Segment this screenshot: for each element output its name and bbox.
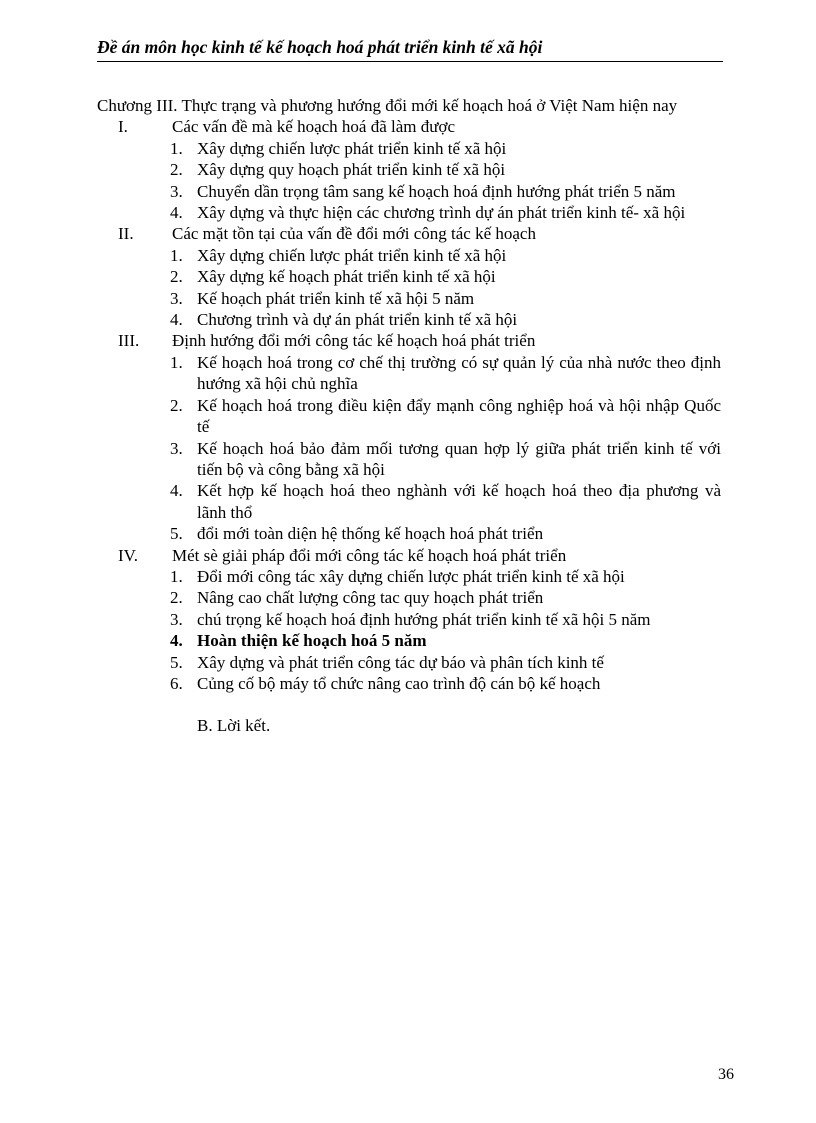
- section-title: Các vấn đề mà kế hoạch hoá đã làm được: [172, 117, 456, 137]
- list-item: [170, 587, 721, 608]
- list-item-text: Xây dựng quy hoạch phát triển kinh tế xã hội: [197, 160, 506, 180]
- list-item-text: Nâng cao chất lượng công tac quy hoạch phát triển: [197, 588, 544, 608]
- list-item-text: Xây dựng kế hoạch phát triển kinh tế xã hội: [197, 267, 496, 287]
- list-item-text: Xây dựng chiến lược phát triển kinh tế xã hội: [197, 245, 507, 265]
- list-item-number: 3.: [170, 288, 183, 308]
- list-item-number: 1.: [170, 138, 183, 158]
- list-item: [170, 309, 721, 330]
- list-item: [170, 395, 721, 438]
- list-item-number: 1.: [170, 566, 183, 586]
- section-title: Các mặt tồn tại của vấn đề đổi mới công tác kế hoạch: [172, 224, 536, 244]
- list-item: [170, 652, 721, 673]
- list-item: [170, 609, 721, 630]
- list-item-text: Hoàn thiện kế hoạch hoá 5 năm: [197, 631, 427, 651]
- outline: [97, 116, 721, 694]
- list-item-text: Kết hợp kế hoạch hoá theo nghành với kế hoạch hoá theo địa phương và lãnh thổ: [197, 481, 721, 522]
- list-item-number: 2.: [170, 267, 183, 287]
- section-heading: [97, 330, 721, 351]
- list-item-number: 4.: [170, 481, 183, 501]
- list-item: [170, 523, 721, 544]
- list-item: [170, 159, 721, 180]
- list-item-number: 2.: [170, 588, 183, 608]
- list-item-text: Củng cố bộ máy tổ chức nâng cao trình độ cán bộ kế hoạch: [197, 673, 601, 693]
- conclusion-heading: B. Lời kết.: [197, 716, 271, 736]
- list-item-text: Chương trình và dự án phát triển kinh tế xã hội: [197, 310, 518, 330]
- section-heading: [97, 223, 721, 244]
- list-item: [170, 566, 721, 587]
- list-item-text: Xây dựng và phát triển công tác dự báo và phân tích kinh tế: [197, 652, 604, 672]
- section-number: II.: [118, 224, 134, 244]
- list-item-number: 4.: [170, 203, 183, 223]
- list-item-number: 1.: [170, 245, 183, 265]
- list-item: [170, 438, 721, 481]
- list-item-text: Kế hoạch hoá bảo đảm mối tương quan hợp lý giữa phát triển kinh tế với tiến bộ và công bằng xã hội: [197, 438, 721, 479]
- list-item-number: 2.: [170, 160, 183, 180]
- list-item: [170, 480, 721, 523]
- section-title: Định hướng đổi mới công tác kế hoạch hoá phát triển: [172, 331, 536, 351]
- section-heading: [97, 545, 721, 566]
- list-item-number: 4.: [170, 310, 183, 330]
- list-item-text: Đổi mới công tác xây dựng chiến lược phát triển kinh tế xã hội: [197, 566, 625, 586]
- list-item-number: 1.: [170, 352, 183, 372]
- section-number: III.: [118, 331, 140, 351]
- list-item: [170, 630, 721, 651]
- section-heading: [97, 116, 721, 137]
- list-item-number: 5.: [170, 524, 183, 544]
- section-number: IV.: [118, 545, 138, 565]
- list-item: [170, 266, 721, 287]
- list-item-text: chú trọng kế hoạch hoá định hướng phát triển kinh tế xã hội 5 năm: [197, 609, 651, 629]
- list-item-text: Xây dựng chiến lược phát triển kinh tế xã hội: [197, 138, 507, 158]
- list-item-text: Chuyển dần trọng tâm sang kế hoạch hoá định hướng phát triển 5 năm: [197, 181, 676, 201]
- list-item-number: 3.: [170, 438, 183, 458]
- page-number: 36: [718, 1066, 734, 1083]
- document-body: [97, 95, 721, 737]
- list-item-number: 2.: [170, 395, 183, 415]
- list-item-number: 3.: [170, 181, 183, 201]
- page-header: Đề án môn học kinh tế kế hoạch hoá phát triển kinh tế xã hội: [97, 36, 723, 62]
- list-item-text: Kế hoạch hoá trong điều kiện đẩy mạnh công nghiệp hoá và hội nhập Quốc tế: [197, 395, 721, 437]
- list-item: [170, 181, 721, 202]
- list-item-text: đổi mới toàn diện hệ thống kế hoạch hoá phát triển: [197, 524, 544, 544]
- list-item-number: 3.: [170, 609, 183, 629]
- list-item: [170, 138, 721, 159]
- list-item: [170, 352, 721, 395]
- list-item-text: Kế hoạch hoá trong cơ chế thị trường có sự quản lý của nhà nước theo định hướng xã hội chủ nghĩa: [197, 352, 721, 394]
- list-item: [170, 202, 721, 223]
- section-title: Mét sè giải pháp đổi mới công tác kế hoạch hoá phát triển: [172, 545, 567, 565]
- list-item: [170, 673, 721, 694]
- list-item: [170, 245, 721, 266]
- list-item-text: Xây dựng và thực hiện các chương trình dự án phát triển kinh tế- xã hội: [197, 203, 686, 223]
- list-item-number: 5.: [170, 652, 183, 672]
- list-item-number: 4.: [170, 631, 183, 651]
- chapter-title: Chương III. Thực trạng và phương hướng đổi mới kế hoạch hoá ở Việt Nam hiện nay: [97, 96, 678, 115]
- list-item: [170, 288, 721, 309]
- list-item-number: 6.: [170, 673, 183, 693]
- section-number: I.: [118, 117, 128, 137]
- list-item-text: Kế hoạch phát triển kinh tế xã hội 5 năm: [197, 288, 475, 308]
